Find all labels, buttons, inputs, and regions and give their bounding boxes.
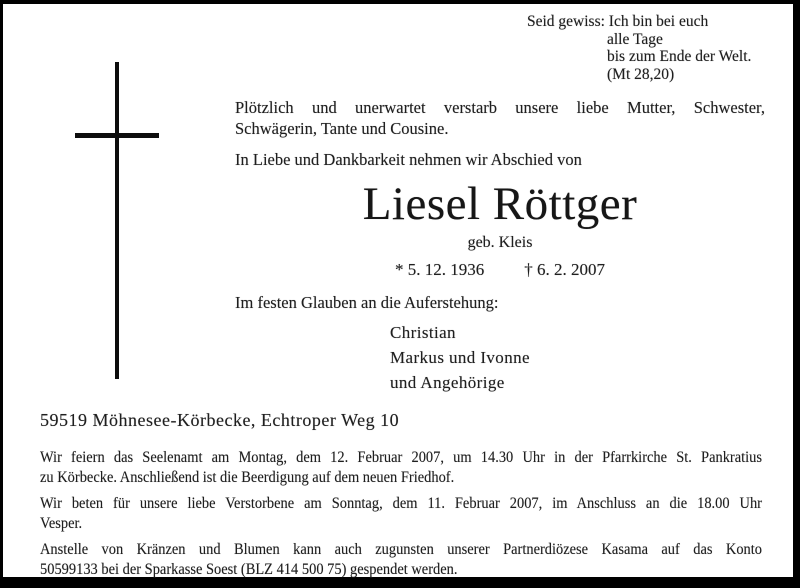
- donation-paragraph: [40, 540, 762, 579]
- maiden-name: geb. Kleis: [467, 234, 533, 251]
- deceased-name: Liesel Röttger: [362, 178, 638, 230]
- intro-line: Plötzlich und unerwartet verstarb unsere liebe Mutter, Schwester,: [235, 98, 765, 117]
- frame-border-left: [0, 0, 3, 588]
- announcements-section: [40, 448, 762, 579]
- faith-line: Im festen Glauben an die Auferstehung:: [235, 293, 499, 312]
- service-line: zu Körbecke. Anschließend ist die Beerdigung auf dem neuen Friedhof.: [40, 468, 455, 486]
- prayer-paragraph: [40, 494, 762, 533]
- frame-border-right: [793, 0, 800, 588]
- mourners-list: [390, 320, 765, 395]
- quote-source: (Mt 28,20): [607, 65, 675, 83]
- service-line: Wir feiern das Seelenamt am Montag, dem 12. Februar 2007, um 14.30 Uhr in der Pfarrkirche St. Pankratius: [40, 449, 762, 466]
- bible-quote: [527, 13, 751, 83]
- notice-body: [235, 97, 765, 395]
- mourner-name: und Angehörige: [390, 373, 505, 392]
- address-line: 59519 Möhnesee-Körbecke, Echtroper Weg 10: [40, 410, 400, 430]
- mourner-name: Markus und Ivonne: [390, 348, 530, 367]
- farewell-line: In Liebe und Dankbarkeit nehmen wir Abschied von: [235, 150, 582, 169]
- quote-line: bis zum Ende der Welt.: [607, 48, 752, 65]
- life-dates: [235, 259, 765, 280]
- quote-line: Seid gewiss: Ich bin bei euch: [527, 13, 709, 30]
- prayer-line: Vesper.: [40, 514, 83, 532]
- death-date: † 6. 2. 2007: [524, 260, 605, 279]
- birth-date: * 5. 12. 1936: [395, 260, 485, 279]
- mourner-name: Christian: [390, 323, 456, 342]
- donation-line: Anstelle von Kränzen und Blumen kann auch zugunsten unserer Partnerdiözese Kasama auf das Konto: [40, 541, 762, 558]
- donation-line: 50599133 bei der Sparkasse Soest (BLZ 414 500 75) gespendet werden.: [40, 560, 458, 578]
- intro-line: Schwägerin, Tante und Cousine.: [235, 119, 449, 138]
- announcements-text: [40, 448, 762, 579]
- prayer-line: Wir beten für unsere liebe Verstorbene am Sonntag, dem 11. Februar 2007, im Anschluss an die 18.00 Uhr: [40, 495, 762, 512]
- service-paragraph: [40, 448, 762, 487]
- cross-horizontal-bar: [75, 133, 159, 138]
- frame-border-top: [0, 0, 800, 4]
- quote-line: alle Tage: [607, 30, 663, 48]
- cross-vertical-bar: [115, 62, 119, 379]
